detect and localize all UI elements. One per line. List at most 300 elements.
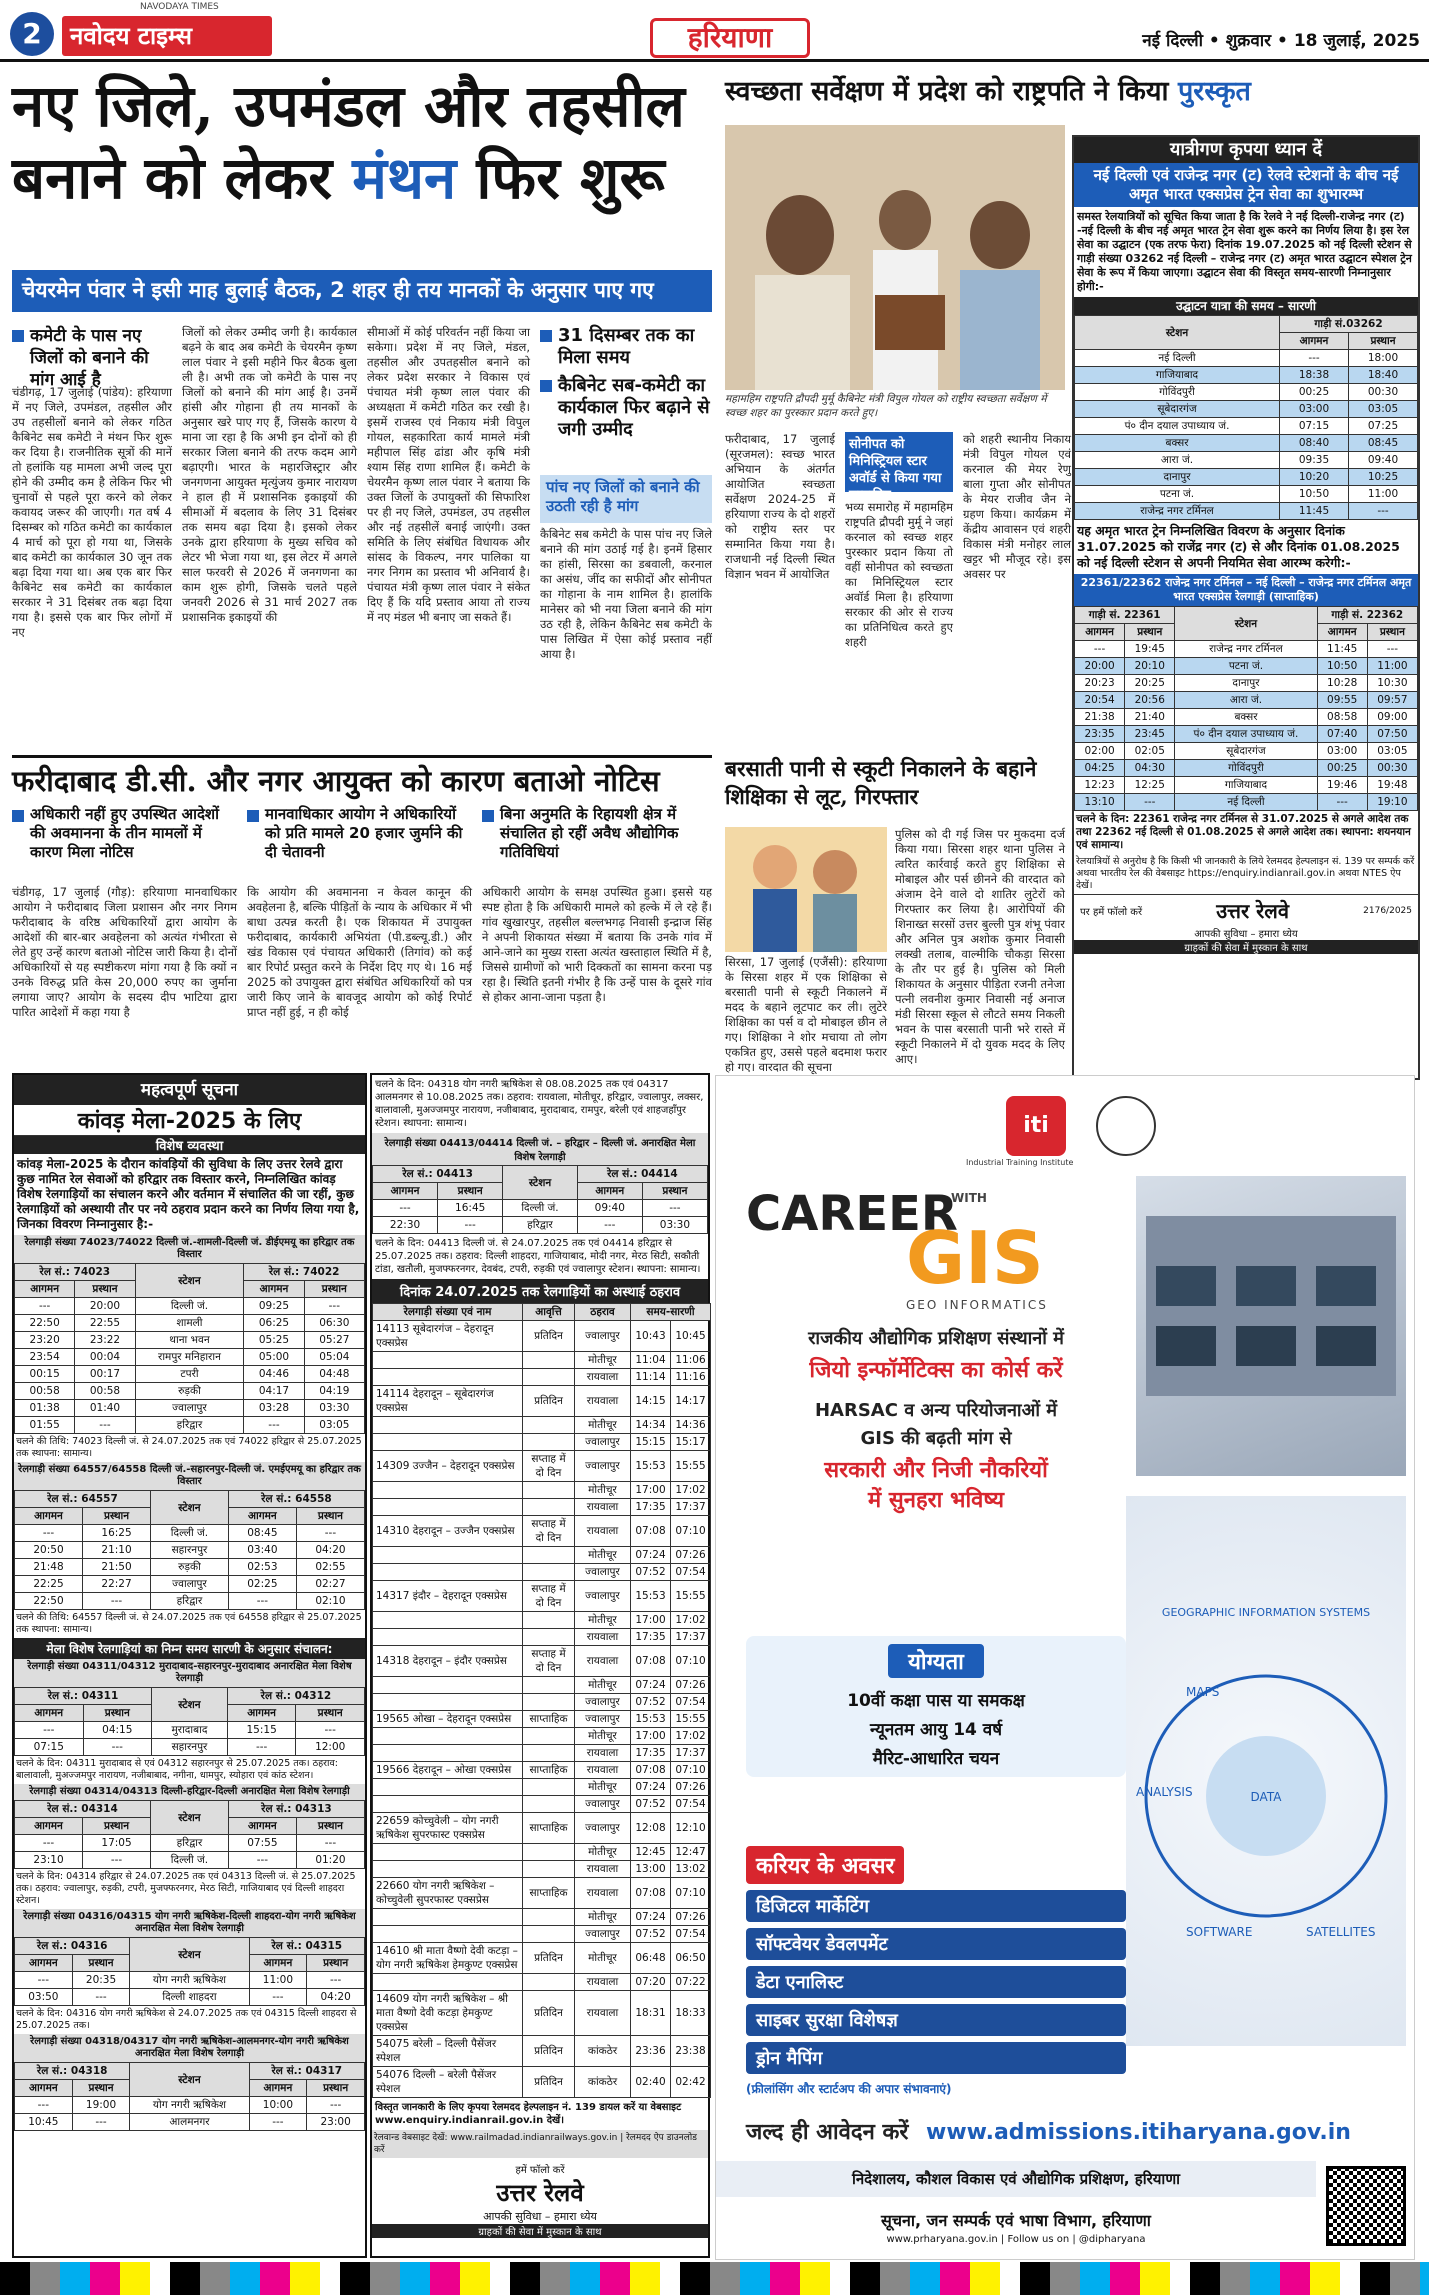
cell: दिल्ली जं. — [151, 1525, 229, 1542]
col-arr: आगमन — [15, 1508, 83, 1525]
cell: --- — [296, 1525, 364, 1542]
col-stn: स्टेशन — [130, 1938, 249, 1972]
cell: 04:30 — [1125, 760, 1175, 777]
cell: 15:55 — [671, 1581, 711, 1612]
cell: 02:42 — [671, 2067, 711, 2098]
cell: --- — [249, 1989, 307, 2006]
cell: 07:26 — [671, 1909, 711, 1926]
cell: 22659 कोच्चुवेली – योग नगरी ऋषिकेश सुपरफास्ट एक्सप्रेस — [373, 1813, 523, 1844]
cell: रायवाला — [575, 1974, 631, 1991]
cell: 07:22 — [671, 1974, 711, 1991]
timetable-row — [15, 1315, 365, 1332]
elig-3: मैरिट-आधारित चयन — [872, 1749, 1000, 1769]
cell: 07:24 — [631, 1547, 671, 1564]
stops-col-time: समय-सारणी — [631, 1304, 711, 1321]
cell: 17:37 — [671, 1629, 711, 1646]
cell — [373, 1499, 523, 1516]
gis-word: GIS — [906, 1216, 1044, 1300]
opp-5: ड्रोन मैपिंग — [746, 2042, 1126, 2074]
cell: 17:37 — [671, 1499, 711, 1516]
mela-timetable — [14, 1937, 365, 2006]
lead-col3: सीमाओं में कोई परिवर्तन नहीं किया जा सकेगा। प्रदेश में नए जिले, मंडल, तहसील और उपतहसील बनाने को लेकर प्रदेश सरकार ने विकास एवं पंचायत मंत्री कृष्ण लाल पंवार की अध्यक्षता में कमेटी गठित कर रखी है। इसमें राजस्व एवं निकाय मंत्री विपुल गोयल, सहकारिता कार्य मामले मंत्री महीपाल सिंह ढांडा और कृषि मंत्री श्याम सिंह राणा शामिल हैं। कमेटी के चेयरमैन कृष्ण लाल पंवार ने बताया कि उक्त जिलों के उपायुक्तों की सिफारिश पर ही नए जिले, उपमंडल, उप तहसील और नई तहसीलें बनाई जाएंगी। उक्त समिति के लिए संबंधित विधायक और सांसद के विकल्प, नगर पालिका या नगर निगम का प्रस्ताव भी अनिवार्य है। पंचायत मंत्री कृष्ण लाल पंवार ने संकेत दिए हैं कि यदि प्रस्ताव आया तो राज्य में नए मंडल भी बनाए जा सकते हैं। — [367, 325, 530, 624]
eligibility-box — [746, 1636, 1126, 1777]
cell: रायवाला — [575, 1646, 631, 1677]
rail-slogan: ग्राहकों की सेवा में मुस्कान के साथ — [1074, 940, 1418, 954]
cell: 18:33 — [671, 1991, 711, 2036]
stop-row — [373, 1991, 711, 2036]
cell: आरा जं. — [1075, 452, 1280, 469]
stop-row — [373, 1762, 711, 1779]
cell: --- — [1317, 794, 1367, 811]
cell: 12:25 — [1125, 777, 1175, 794]
cell: 14:34 — [631, 1417, 671, 1434]
lead-col4: कैबिनेट सब कमेटी के पास पांच नए जिले बनाने की मांग उठाई गई है। इनमें हिसार का हांसी, सिरसा का डबवाली, करनाल का असंध, जींद का सफीदों और सोनीपत का गोहाना के नाम शामिल है। हालांकि मानेसर को भी नया जिला बनाने की मांग उठ रही है, लेकिन कैबिनेट सब कमेटी के पास लिखित में ऐसा कोई प्रस्ताव नहीं आया है। — [540, 527, 712, 661]
cell — [373, 1369, 523, 1386]
stop-row — [373, 1516, 711, 1547]
cell: 13:00 — [631, 1861, 671, 1878]
col-arr: आगमन — [249, 2080, 307, 2097]
cell — [523, 1352, 575, 1369]
rail-tagline: आपकी सुविधा – हमारा ध्येय — [1194, 929, 1298, 940]
cell: राजेन्द्र नगर टर्मिनल — [1075, 503, 1280, 520]
cell: 17:00 — [631, 1612, 671, 1629]
cell: 03:30 — [304, 1400, 364, 1417]
col-arr-b: आगमन — [1317, 624, 1367, 641]
dc-col1: चंडीगढ़, 17 जुलाई (गौड़): हरियाणा मानवाधिकार आयोग ने फरीदाबाद जिला प्रशासन और नगर निगम फरीदाबाद के वरिष्ठ अधिकारियों द्वारा आयोग के आदेशों की बार-बार अवहेलना को अत्यंत गंभीरता से लेते हुए उन्हें कारण बताओ नोटिस जारी किया है। दोनों अधिकारियों से यह स्पष्टीकरण मांगा गया है कि क्यों न उनके विरुद्ध प्रति केस 20,000 रुपए का जुर्माना लगाया जाए? आयोग के सदस्य दीप भाटिया द्वारा पारित आदेशों में कहा गया है — [12, 885, 237, 1019]
col-arr: आगमन — [227, 1705, 296, 1722]
stop-row — [373, 1943, 711, 1974]
stop-row — [373, 1711, 711, 1728]
cell: 07:15 — [15, 1739, 84, 1756]
cell: 05:00 — [244, 1349, 304, 1366]
cell: 17:02 — [671, 1728, 711, 1745]
cell: रायवाला — [575, 1386, 631, 1417]
cell: --- — [228, 1593, 296, 1610]
cell: 14114 देहरादून – सूबेदारगंज एक्सप्रेस — [373, 1386, 523, 1417]
cell: बक्सर — [1175, 709, 1317, 726]
timetable-row — [15, 2097, 365, 2114]
cell: 04:48 — [304, 1366, 364, 1383]
cell: 06:50 — [671, 1943, 711, 1974]
cell: 15:15 — [227, 1722, 296, 1739]
cell: 09:35 — [1280, 452, 1349, 469]
cell: 07:20 — [631, 1974, 671, 1991]
cell: --- — [75, 1417, 135, 1434]
cell: 14:15 — [631, 1386, 671, 1417]
award-photo — [725, 125, 1065, 390]
cell: 11:45 — [1317, 641, 1367, 658]
col-a: रेल सं.: 74023 — [15, 1264, 136, 1281]
lead-col1: चंडीगढ़, 17 जुलाई (पांडेय): हरियाणा में नए जिले, उपमंडल, तहसील और उप तहसीलों बनाने को लेकर गठित कैबिनेट सब कमेटी ने मंथन फिर शुरू कर दिया है। राजनीतिक सूत्रों की मानें तो हलांकि यह मामला अभी जल्द पूरा होने की उम्मीद कम है लेकिन फिर भी चुनावों से पहले पूरा करने को लेकर कवायद जरूर की जाएगी। गत वर्ष 4 दिसम्बर को गठित कमेटी का कार्यकाल 4 मार्च को पूरा हो गया था, जिसके बाद कमेटी का कार्यकाल 30 जून तक बढ़ा दिया गया था। अब एक बार फिर कैबिनेट सब कमेटी का कार्यकाल सरकार ने 31 दिसंबर तक बढ़ा दिया गया है। इससे एक बार फिर लोगों में नए — [12, 385, 172, 639]
rail-body: समस्त रेलयात्रियों को सूचित किया जाता है कि रेलवे ने नई दिल्ली-राजेन्द्र नगर (ट) -नई दिल्ली के बीच नई अमृत भारत ट्रेन सेवा शुरू करने का निर्णय लिया है। इस रेल सेवा का उद्घाटन (एक तरफ फेरा) दिनांक 19.07.2025 को नई दिल्ली स्टेशन से गाड़ी संख्या 03262 नई दिल्ली – राजेन्द्र नगर (ट) अमृत भारत उद्घाटन स्पेशल ट्रेन सेवा के रूप में किया जाएगा। उद्घाटन सेवा की विस्तृत समय-सारणी निम्नानुसार होगी:- — [1077, 210, 1412, 293]
cell: 10:50 — [1280, 486, 1349, 503]
timetable-row — [1075, 418, 1418, 435]
cell: शामली — [135, 1315, 244, 1332]
wheel-label-satellites: SATELLITES — [1306, 1925, 1376, 1939]
timetable-row — [15, 1722, 365, 1739]
cell: --- — [83, 1739, 152, 1756]
cell: 15:53 — [631, 1581, 671, 1612]
rail-ad — [1072, 135, 1420, 1080]
dc-kicker1: अधिकारी नहीं हुए उपस्थित आदेशों की अवमानना के तीन मामलों में कारण मिला नोटिस — [12, 805, 237, 877]
cell: 05:25 — [244, 1332, 304, 1349]
mela-subtitle: विशेष व्यवस्था — [14, 1136, 365, 1154]
mela-table-note: चलने की तिथि: 64557 दिल्ली जं. से 24.07.2025 तक एवं 64558 हरिद्वार से 25.07.2025 तक स्थापना: सामान्य। — [16, 1612, 362, 1635]
stop-row — [373, 1844, 711, 1861]
col-dep: प्रस्थान — [296, 1508, 364, 1525]
page-number: 2 — [10, 12, 54, 56]
t7-arr: आगमन — [373, 1183, 438, 1200]
cell: --- — [1367, 641, 1417, 658]
cell: दानापुर — [1075, 469, 1280, 486]
dc-kicker2: मानवाधिकार आयोग ने अधिकारियों को प्रति मामले 20 हजार जुर्माने की दी चेतावनी — [247, 805, 472, 877]
cell: 19:48 — [1367, 777, 1417, 794]
lead-subhead: चेयरमेन पंवार ने इसी माह बुलाई बैठक, 2 शहर ही तय मानकों के अनुसार पाए गए — [12, 270, 712, 312]
mela-table-head: रेलगाड़ी संख्या 04311/04312 मुरादाबाद-सहारनपुर-मुरादाबाद अनारक्षित मेला विशेष रेलगाड़ी — [14, 1659, 365, 1687]
classroom-graphic — [1136, 1176, 1406, 1476]
cell: 00:04 — [75, 1349, 135, 1366]
cell: सप्ताह में दो दिन — [523, 1646, 575, 1677]
mela-table-head: रेलगाड़ी संख्या 04316/04315 योग नगरी ऋषिकेश-दिल्ली शाहदरा-योग नगरी ऋषिकेश अनारक्षित मेला विशेष रेलगाड़ी — [14, 1909, 365, 1937]
col-dep: प्रस्थान — [72, 2080, 130, 2097]
cell: 07:10 — [671, 1646, 711, 1677]
timetable-row — [15, 1835, 365, 1852]
cell: --- — [83, 1593, 151, 1610]
stops-col-train: रेलगाड़ी संख्या एवं नाम — [373, 1304, 523, 1321]
cell: मोतीचूर — [575, 1779, 631, 1796]
scooty-illustration — [725, 827, 887, 952]
cell: सहारनपुर — [151, 1542, 229, 1559]
col-arr: आगमन — [249, 1955, 307, 1972]
cell: --- — [249, 2114, 307, 2131]
cell: 15:17 — [671, 1434, 711, 1451]
col-dep: प्रस्थान — [307, 1955, 365, 1972]
cell: --- — [373, 1200, 438, 1217]
stop-row — [373, 1451, 711, 1482]
cell: 15:53 — [631, 1711, 671, 1728]
cell: 00:17 — [75, 1366, 135, 1383]
cell: पं० दीन दयाल उपाध्याय जं. — [1075, 418, 1280, 435]
cell: 11:14 — [631, 1369, 671, 1386]
cell — [523, 1499, 575, 1516]
cell: 02:40 — [631, 2067, 671, 2098]
cell: ज्वालापुर — [575, 1796, 631, 1813]
cell: साप्ताहिक — [523, 1878, 575, 1909]
gis-ad — [715, 1075, 1415, 2260]
cell: ज्वालापुर — [575, 1581, 631, 1612]
brand-subtitle: NAVODAYA TIMES — [140, 2, 219, 12]
elig-title: योग्यता — [888, 1644, 984, 1678]
cell: --- — [296, 1835, 364, 1852]
stop-row — [373, 1779, 711, 1796]
col-arr: आगमन — [15, 1955, 73, 1972]
t7-note: चलने के दिन: 04413 दिल्ली जं. से 24.07.2025 तक एवं 04414 हरिद्वार से 25.07.2025 तक। ठहराव: दिल्ली शाहदरा, गाजियाबाद, मोदी नगर, मेरठ सिटी, सकौती टांडा, खतौली, मुजफ्फरनगर, देवबंद, टपरी, रुड़की एवं ज्वालापुर स्टेशन। स्थापना: सामान्य। — [375, 1238, 701, 1275]
cell: 00:30 — [1349, 384, 1418, 401]
cell: 03:28 — [244, 1400, 304, 1417]
cell: नई दिल्ली — [1175, 794, 1317, 811]
cell: 20:10 — [1125, 658, 1175, 675]
cell: 23:00 — [307, 2114, 365, 2131]
mela-timetable — [14, 1490, 365, 1610]
cell: मोतीचूर — [575, 1943, 631, 1974]
col-arr-a: आगमन — [1075, 624, 1125, 641]
apply-url[interactable]: www.admissions.itiharyana.gov.in — [926, 2120, 1351, 2145]
cell: 14609 योग नगरी ऋषिकेश – श्री माता वैष्णो देवी कटड़ा हेमकुण्ट एक्सप्रेस — [373, 1991, 523, 2036]
timetable-row — [15, 1400, 365, 1417]
mela-table-note: चलने की तिथि: 74023 दिल्ली जं. से 24.07.2025 तक एवं 74022 हरिद्वार से 25.07.2025 तक स्थापना: सामान्य। — [16, 1436, 362, 1459]
career-word: CAREER — [746, 1186, 958, 1242]
cell: 02:27 — [296, 1576, 364, 1593]
col-b: रेल सं.: 04313 — [228, 1801, 364, 1818]
cell: 02:05 — [1125, 743, 1175, 760]
cell: साप्ताहिक — [523, 1813, 575, 1844]
dc-headline: फरीदाबाद डी.सी. और नगर आयुक्त को कारण बताओ नोटिस — [12, 755, 712, 805]
cell: 17:02 — [671, 1612, 711, 1629]
stop-row — [373, 1878, 711, 1909]
col-b: रेल सं.: 04315 — [249, 1938, 364, 1955]
cell: रुड़की — [151, 1559, 229, 1576]
cell: 00:58 — [75, 1383, 135, 1400]
cell: रायवाला — [575, 1991, 631, 2036]
cell: 22:27 — [83, 1576, 151, 1593]
timetable-row — [15, 1972, 365, 1989]
wheel-label-gis: GEOGRAPHIC INFORMATION SYSTEMS — [1161, 1606, 1371, 1619]
cell: 14:36 — [671, 1417, 711, 1434]
timetable-row — [15, 1383, 365, 1400]
rail-note: चलने के दिन: 22361 राजेन्द्र नगर टर्मिनल से 31.07.2025 से अगले आदेश तक तथा 22362 नई दिल्ली से 01.08.2025 से अगले आदेश तक। स्थापना: शयनयान एवं सामान्य। — [1076, 813, 1411, 851]
cell: प्रतिदिन — [523, 2067, 575, 2098]
cell: 15:15 — [631, 1434, 671, 1451]
cell: 22:50 — [15, 1315, 75, 1332]
cell: --- — [307, 2097, 365, 2114]
rail-brand: उत्तर रेलवे — [1216, 899, 1289, 923]
mela-table-note: चलने के दिन: 04314 हरिद्वार से 24.07.2025 तक एवं 04313 दिल्ली जं. से 25.07.2025 तक। ठहराव: ज्वालापुर, रुड़की, टपरी, मुजफ्फरनगर, मेरठ सिटी, गाजियाबाद एवं दिल्ली शाहदरा स्टेशन। — [16, 1871, 356, 1906]
cell: ज्वालापुर — [575, 1434, 631, 1451]
cell: रामपुर मनिहारान — [135, 1349, 244, 1366]
col-dep: प्रस्थान — [83, 1818, 151, 1835]
cell: --- — [307, 1972, 365, 1989]
elig-1: 10वीं कक्षा पास या समकक्ष — [847, 1691, 1025, 1711]
cell: 12:47 — [671, 1844, 711, 1861]
mela-timetable — [14, 1800, 365, 1869]
cell: रायवाला — [575, 1499, 631, 1516]
lead-side-kicker: 31 दिसम्बर तक का मिला समय कैबिनेट सब-कमेटी का कार्यकाल फिर बढ़ाने से जगी उम्मीद — [540, 325, 712, 475]
cell: मुरादाबाद — [152, 1722, 228, 1739]
cell: 17:35 — [631, 1499, 671, 1516]
cell: योग नगरी ऋषिकेश — [130, 2097, 249, 2114]
timetable-row — [373, 1217, 708, 1234]
col-b: रेल सं.: 74022 — [244, 1264, 365, 1281]
mid-help: विस्तृत जानकारी के लिए कृपया रेलमदद हेल्पलाइन नं. 139 डायल करें या वेबसाइट www.enquiry.indianrail.gov.in देखें। — [375, 2102, 682, 2126]
t7-col-stn: स्टेशन — [503, 1166, 577, 1200]
rail-regular-title: 22361/22362 राजेन्द्र नगर टर्मिनल – नई दिल्ली – राजेन्द्र नगर टर्मिनल अमृत भारत एक्सप्रेस रेलगाड़ी (साप्ताहिक) — [1074, 574, 1418, 606]
cell — [373, 1677, 523, 1694]
cell: 01:38 — [15, 1400, 75, 1417]
stop-row — [373, 1612, 711, 1629]
col-arr: आगमन — [228, 1508, 296, 1525]
t7-dep2: प्रस्थान — [642, 1183, 707, 1200]
cell: --- — [304, 1298, 364, 1315]
ad-line6: में सुनहरा भविष्य — [868, 1488, 1004, 1513]
mela-table-head: रेलगाड़ी संख्या 74023/74022 दिल्ली जं.-शामली-दिल्ली जं. डीईएमयू का हरिद्वार तक विस्तार — [14, 1235, 365, 1263]
cell: 10:25 — [1349, 469, 1418, 486]
cell: रायवाला — [575, 1861, 631, 1878]
cell — [523, 1677, 575, 1694]
cell: 20:54 — [1075, 692, 1125, 709]
scooty-headline: बरसाती पानी से स्कूटी निकालने के बहाने शिक्षिका से लूट, गिरफ्तार — [725, 756, 1037, 809]
cell — [523, 1779, 575, 1796]
apply-label: जल्द ही आवेदन करें — [746, 2120, 909, 2145]
col-dep: प्रस्थान — [307, 2080, 365, 2097]
cell: 07:54 — [671, 1564, 711, 1581]
cell: 08:58 — [1317, 709, 1367, 726]
cell: 07:52 — [631, 1694, 671, 1711]
col-dep: प्रस्थान — [72, 1955, 130, 1972]
timetable-row — [15, 1366, 365, 1383]
cell: ज्वालापुर — [575, 1564, 631, 1581]
cell: 23:10 — [15, 1852, 83, 1869]
lead-pull-quote: पांच नए जिलों को बनाने की उठती रही है मांग — [540, 475, 712, 523]
cell: मोतीचूर — [575, 1417, 631, 1434]
mid-follow: हमें फॉलो करें — [515, 2165, 565, 2176]
cell: मोतीचूर — [575, 1909, 631, 1926]
timetable-row — [15, 1349, 365, 1366]
cell: मोतीचूर — [575, 1352, 631, 1369]
stops-table — [372, 1303, 711, 2098]
cell: 22:30 — [373, 1217, 438, 1234]
cell: 04:19 — [304, 1383, 364, 1400]
cell: 22:25 — [15, 1576, 83, 1593]
stop-row — [373, 1677, 711, 1694]
timetable-row — [1075, 435, 1418, 452]
mid-web: रेलवान्‍ड वेबसाइट देखें: www.railmadad.indianrailways.gov.in | रेलमदद ऐप डाउनलोड करें — [372, 2130, 708, 2158]
cell — [523, 1974, 575, 1991]
col-arr: आगमन — [15, 1818, 83, 1835]
cell: 07:26 — [671, 1779, 711, 1796]
col-stn: स्टेशन — [152, 1688, 228, 1722]
cell — [373, 1796, 523, 1813]
cell: साप्ताहिक — [523, 1762, 575, 1779]
cell: रायवाला — [575, 1516, 631, 1547]
cell: 23:22 — [75, 1332, 135, 1349]
cell: योग नगरी ऋषिकेश — [130, 1972, 249, 1989]
cell: 03:30 — [642, 1217, 707, 1234]
t7-head: रेलगाड़ी संख्या 04413/04414 दिल्ली जं. – हरिद्वार – दिल्ली जं. अनारक्षित मेला विशेष रेलगाड़ी — [372, 1133, 708, 1165]
cell: 14317 इंदौर – देहरादून एक्सप्रेस — [373, 1581, 523, 1612]
stop-row — [373, 1861, 711, 1878]
col-station: स्टेशन — [1075, 316, 1280, 350]
opp-title: करियर के अवसर — [746, 1846, 904, 1884]
iti-caption: Industrial Training Institute — [966, 1158, 1074, 1167]
cell: --- — [1125, 794, 1175, 811]
cell — [523, 1694, 575, 1711]
stop-row — [373, 1694, 711, 1711]
cell: कांकठेर — [575, 2036, 631, 2067]
cell: गाजियाबाद — [1075, 367, 1280, 384]
cell — [373, 1417, 523, 1434]
cell: मोतीचूर — [575, 1844, 631, 1861]
cell: 18:38 — [1280, 367, 1349, 384]
cell: 00:25 — [1280, 384, 1349, 401]
cell: 20:00 — [1075, 658, 1125, 675]
cell: सहारनपुर — [152, 1739, 228, 1756]
cell: 09:40 — [577, 1200, 642, 1217]
cell — [373, 1844, 523, 1861]
col-b: रेल सं.: 04312 — [227, 1688, 364, 1705]
cell — [373, 1434, 523, 1451]
lead-kicker: कमेटी के पास नए जिलों को बनाने की मांग आई है — [12, 325, 172, 385]
cell: 14318 देहरादून – इंदौर एक्सप्रेस — [373, 1646, 523, 1677]
lead-col2: जिलों को लेकर उम्मीद जगी है। कार्यकाल बढ़ने के बाद अब कमेटी के चेयरमैन कृष्ण लाल पंवार ने इसी महीने फिर बैठक बुला ली है। अभी तक जो कमेटी के पास नए जिलों को बनाने की मांग आई है। उनमें हांसी और गोहाना ही तय मानकों के अनुसार खरे पाए गए हैं, जिसके कारण ये माना जा रहा है कि अभी इन दोनों को ही सरकार जिला बनाने की तरफ कदम आगे बढ़ाएगी। भारत के महारजिस्ट्रार और जनगणना आयुक्त मृत्युंजय कुमार नारायण ने हाल ही में प्रशासनिक इकाइयों की सीमाओं में बदलाव के लिए 31 दिसंबर तक समय बढ़ा दिया है। इसको लेकर उनके द्वारा हरियाणा के मुख्य सचिव को लेटर भी भेजा गया था, इस लेटर में अगले साल फरवरी से 2026 में जनगणना का काम शुरू होगी, जिसके चलते पहले जनवरी 2026 से 31 मार्च 2027 तक प्रशासनिक इकाइयों की — [182, 325, 357, 624]
col-dep: प्रस्थान — [75, 1281, 135, 1298]
stop-row — [373, 1386, 711, 1417]
rail-table-title: उद्घाटन यात्रा की समय – सारणी — [1074, 297, 1418, 315]
opp-note: (फ्रीलांसिंग और स्टार्टअप की अपार संभावनाएं) — [746, 2082, 952, 2096]
cell: 20:00 — [75, 1298, 135, 1315]
stop-row — [373, 1547, 711, 1564]
timetable-row — [15, 1417, 365, 1434]
cell: 07:10 — [671, 1516, 711, 1547]
scooty-col2: पुलिस को दी गई जिस पर मुकदमा दर्ज किया गया। सिरसा शहर थाना पुलिस ने त्वरित कार्रवाई करते हुए शिक्षिका से मोबाइल और पर्स छीनने की वारदात को अंजाम देने वाले दो शातिर लुटेरों को गिरफ्तार कर लिया है। आरोपियों की शिनाख्त सरसों उत्तर बुल्ली पुत्र शंभू पंवार और अनिल पुत्र अशोक कुमार निवासी लक्खी तलाब, वाल्मीकि चौकड़ा सिरसा के तौर पर हुई है। पुलिस को मिली शिकायत के अनुसार पीड़िता रजनी तनेजा पत्नी लवनीश कुमार निवासी नई अनाज मंडी सिरसा स्कूल से लौटते समय निकली भवन के पास बरसाती पानी भरे रास्ते में स्कूटी निकालने में दो युवक मदद के लिए आए। — [895, 827, 1065, 1066]
cell — [523, 1861, 575, 1878]
cell: 03:05 — [1349, 401, 1418, 418]
col-arr: आगमन — [15, 1281, 75, 1298]
cell: टपरी — [135, 1366, 244, 1383]
cell: --- — [1280, 350, 1349, 367]
cell: दिल्ली शाहदरा — [130, 1989, 249, 2006]
cell: 07:08 — [631, 1878, 671, 1909]
col-a: रेल सं.: 04311 — [15, 1688, 152, 1705]
cell — [373, 1564, 523, 1581]
award-photo-graphic — [725, 125, 1065, 390]
col-train-a: गाड़ी सं. 22361 — [1075, 607, 1175, 624]
cell: 11:16 — [671, 1369, 711, 1386]
cell: 19:46 — [1317, 777, 1367, 794]
cell: 08:40 — [1280, 435, 1349, 452]
cell: 07:10 — [671, 1878, 711, 1909]
cell: 07:24 — [631, 1909, 671, 1926]
cell — [523, 1909, 575, 1926]
ad-line2: जियो इन्फॉर्मेटिक्स का कोर्स करें — [809, 1358, 1063, 1383]
cell: --- — [438, 1217, 503, 1234]
stop-row — [373, 1417, 711, 1434]
cell: --- — [1349, 503, 1418, 520]
police-illustration — [725, 827, 887, 952]
cell: 19566 देहरादून – ओखा एक्सप्रेस — [373, 1762, 523, 1779]
cell: 10:20 — [1280, 469, 1349, 486]
cell: ज्वालापुर — [151, 1576, 229, 1593]
cell: --- — [83, 1852, 151, 1869]
cell: 07:40 — [1317, 726, 1367, 743]
cell: रायवाला — [575, 1878, 631, 1909]
opportunity-box — [746, 1846, 1126, 2097]
timetable-row — [1075, 743, 1418, 760]
cell: 14113 सूबेदारगंज – देहरादून एक्सप्रेस — [373, 1321, 523, 1352]
ad-social: www.prharyana.gov.in | Follow us on | @dipharyana — [886, 2234, 1146, 2245]
cell — [373, 1745, 523, 1762]
mela-table-note: चलने के दिन: 04316 योग नगरी ऋषिकेश से 24.07.2025 तक एवं 04315 दिल्ली शाहदरा से 25.07.2025 तक। — [16, 2008, 357, 2031]
cell: --- — [15, 1722, 84, 1739]
cell: 07:10 — [671, 1762, 711, 1779]
mid-notice — [370, 1073, 710, 2258]
timetable-row — [15, 1559, 365, 1576]
cell: 07:52 — [631, 1926, 671, 1943]
cell: 07:54 — [671, 1926, 711, 1943]
cell: 05:27 — [304, 1332, 364, 1349]
opp-1: डिजिटल मार्केटिंग — [746, 1890, 1126, 1922]
cell: हरिद्वार — [135, 1417, 244, 1434]
cell — [373, 1612, 523, 1629]
